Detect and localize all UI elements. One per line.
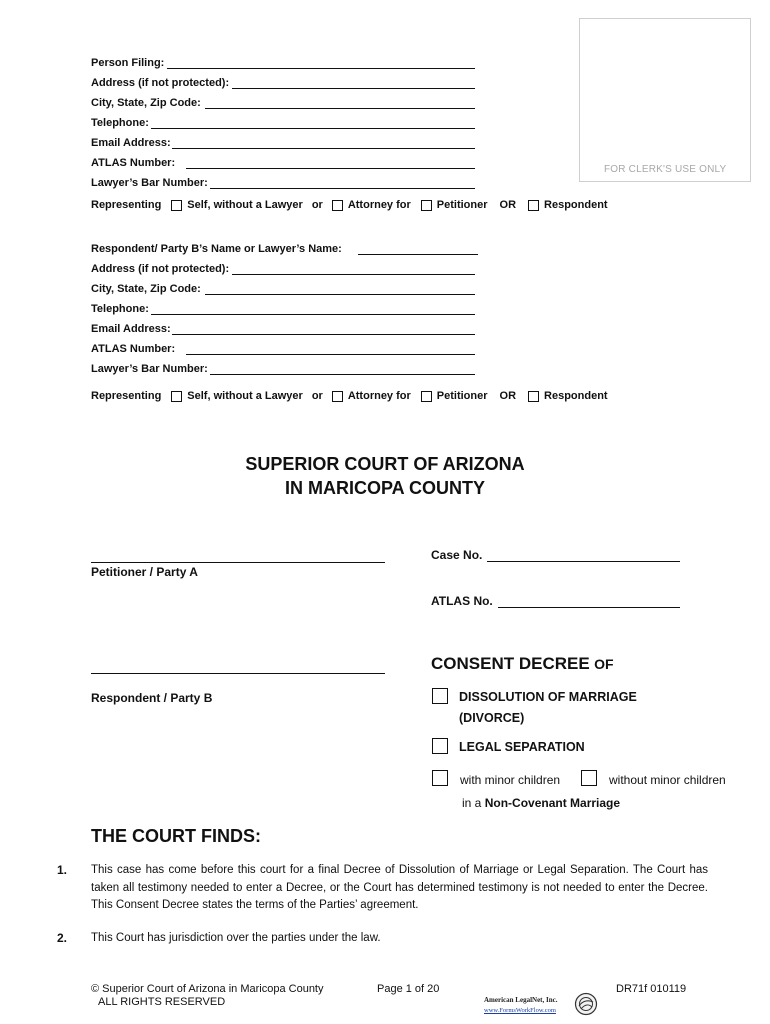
- respondent-address-label: Address (if not protected):: [91, 263, 230, 275]
- without-children-label: without minor children: [609, 773, 726, 787]
- filer-representing-row: [91, 199, 608, 211]
- filer-atlas-label: ATLAS Number:: [91, 157, 176, 169]
- court-title-line1: SUPERIOR COURT OF ARIZONA: [245, 454, 525, 474]
- attorney-checkbox[interactable]: [332, 200, 343, 211]
- filer-email-field[interactable]: [172, 148, 475, 149]
- marriage-type: Non-Covenant Marriage: [484, 796, 621, 810]
- respondent-checkbox[interactable]: [528, 200, 539, 211]
- respondent-telephone-label: Telephone:: [91, 303, 149, 315]
- respondent-label: Respondent: [544, 199, 608, 211]
- petitioner-label: Petitioner: [436, 390, 488, 402]
- without-children-checkbox[interactable]: [581, 770, 597, 786]
- court-title-line2: IN MARICOPA COUNTY: [285, 478, 485, 498]
- or-label: or: [311, 390, 323, 402]
- respondent-atlas-field[interactable]: [186, 354, 475, 355]
- respondent-telephone-field[interactable]: [151, 314, 475, 315]
- footer-rights: ALL RIGHTS RESERVED: [98, 996, 226, 1008]
- dissolution-label: DISSOLUTION OF MARRIAGE: [459, 690, 637, 704]
- attorney-checkbox[interactable]: [332, 391, 343, 402]
- case-number-field[interactable]: [487, 561, 680, 562]
- respondent-bar-label: Lawyer’s Bar Number:: [91, 363, 208, 375]
- filer-address-label: Address (if not protected):: [91, 77, 230, 89]
- or-label-caps: OR: [499, 199, 517, 211]
- findings-heading: THE COURT FINDS:: [91, 826, 261, 846]
- finding-2-text: This Court has jurisdiction over the parties under the law.: [91, 932, 381, 944]
- person-filing-field[interactable]: [167, 68, 475, 69]
- self-label: Self, without a Lawyer: [187, 390, 303, 402]
- respondent-party-label: Respondent / Party B: [91, 691, 213, 705]
- footer-copyright: © Superior Court of Arizona in Maricopa County: [91, 983, 324, 995]
- petitioner-checkbox[interactable]: [421, 391, 432, 402]
- filer-address-field[interactable]: [232, 88, 475, 89]
- atlas-number-label: ATLAS No.: [431, 594, 493, 608]
- or-label: or: [311, 199, 323, 211]
- self-label: Self, without a Lawyer: [187, 199, 303, 211]
- decree-title-of: OF: [594, 656, 614, 672]
- respondent-address-field[interactable]: [232, 274, 475, 275]
- filer-email-label: Email Address:: [91, 137, 171, 149]
- petitioner-label: Petitioner: [436, 199, 488, 211]
- respondent-city-label: City, State, Zip Code:: [91, 283, 201, 295]
- clerk-use-box: [579, 18, 751, 182]
- attorney-label: Attorney for: [347, 199, 411, 211]
- respondent-city-field[interactable]: [205, 294, 475, 295]
- case-number-label: Case No.: [431, 548, 483, 562]
- decree-title-main: CONSENT DECREE: [431, 654, 590, 673]
- publisher-url[interactable]: www.FormsWorkFlow.com: [484, 1007, 556, 1014]
- respondent-name-field[interactable]: [358, 254, 478, 255]
- respondent-representing-row: [91, 390, 608, 402]
- legal-separation-checkbox[interactable]: [432, 738, 448, 754]
- respondent-email-label: Email Address:: [91, 323, 171, 335]
- filer-city-field[interactable]: [205, 108, 475, 109]
- filer-atlas-field[interactable]: [186, 168, 475, 169]
- respondent-checkbox[interactable]: [528, 391, 539, 402]
- representing-label: Representing: [91, 390, 162, 402]
- petitioner-checkbox[interactable]: [421, 200, 432, 211]
- finding-2-number: 2.: [57, 931, 68, 945]
- petitioner-name-field[interactable]: [91, 562, 385, 563]
- respondent-party-name-field[interactable]: [91, 673, 385, 674]
- with-children-checkbox[interactable]: [432, 770, 448, 786]
- atlas-number-field[interactable]: [498, 607, 680, 608]
- decree-title: [431, 654, 614, 674]
- finding-1-number: 1.: [57, 863, 68, 877]
- footer-form-code: DR71f 010119: [616, 983, 687, 995]
- filer-bar-label: Lawyer’s Bar Number:: [91, 177, 208, 189]
- respondent-email-field[interactable]: [172, 334, 475, 335]
- filer-city-label: City, State, Zip Code:: [91, 97, 201, 109]
- publisher-globe-icon: [574, 992, 598, 1016]
- self-checkbox[interactable]: [171, 200, 182, 211]
- footer-page: Page 1 of 20: [377, 983, 440, 995]
- person-filing-label: Person Filing:: [91, 57, 165, 69]
- marriage-prefix: in a: [462, 796, 482, 810]
- dissolution-checkbox[interactable]: [432, 688, 448, 704]
- respondent-atlas-label: ATLAS Number:: [91, 343, 176, 355]
- self-checkbox[interactable]: [171, 391, 182, 402]
- petitioner-party-label: Petitioner / Party A: [91, 565, 198, 579]
- representing-label: Representing: [91, 199, 162, 211]
- or-label-caps: OR: [499, 390, 517, 402]
- finding-1-text: This case has come before this court for a final Decree of Dissolution of Marriage or Legal Separation. The Court has taken all testimony needed to enter a Decree, or the Court has determined testimony is not needed to enter the Decree. This Consent Decree states the terms of the Parties’ agreement.: [91, 864, 708, 911]
- filer-telephone-label: Telephone:: [91, 117, 149, 129]
- with-children-label: with minor children: [460, 773, 561, 787]
- attorney-label: Attorney for: [347, 390, 411, 402]
- respondent-bar-field[interactable]: [210, 374, 475, 375]
- filer-bar-field[interactable]: [210, 188, 475, 189]
- legal-separation-label: LEGAL SEPARATION: [459, 740, 585, 754]
- marriage-type-line: [462, 796, 620, 810]
- publisher-mark: [482, 990, 600, 1018]
- respondent-label: Respondent: [544, 390, 608, 402]
- publisher-name: American LegalNet, Inc.: [484, 996, 558, 1004]
- clerk-use-label: FOR CLERK'S USE ONLY: [604, 164, 727, 175]
- filer-telephone-field[interactable]: [151, 128, 475, 129]
- divorce-label: (DIVORCE): [459, 711, 525, 725]
- respondent-name-label: Respondent/ Party B’s Name or Lawyer’s Name:: [91, 243, 342, 255]
